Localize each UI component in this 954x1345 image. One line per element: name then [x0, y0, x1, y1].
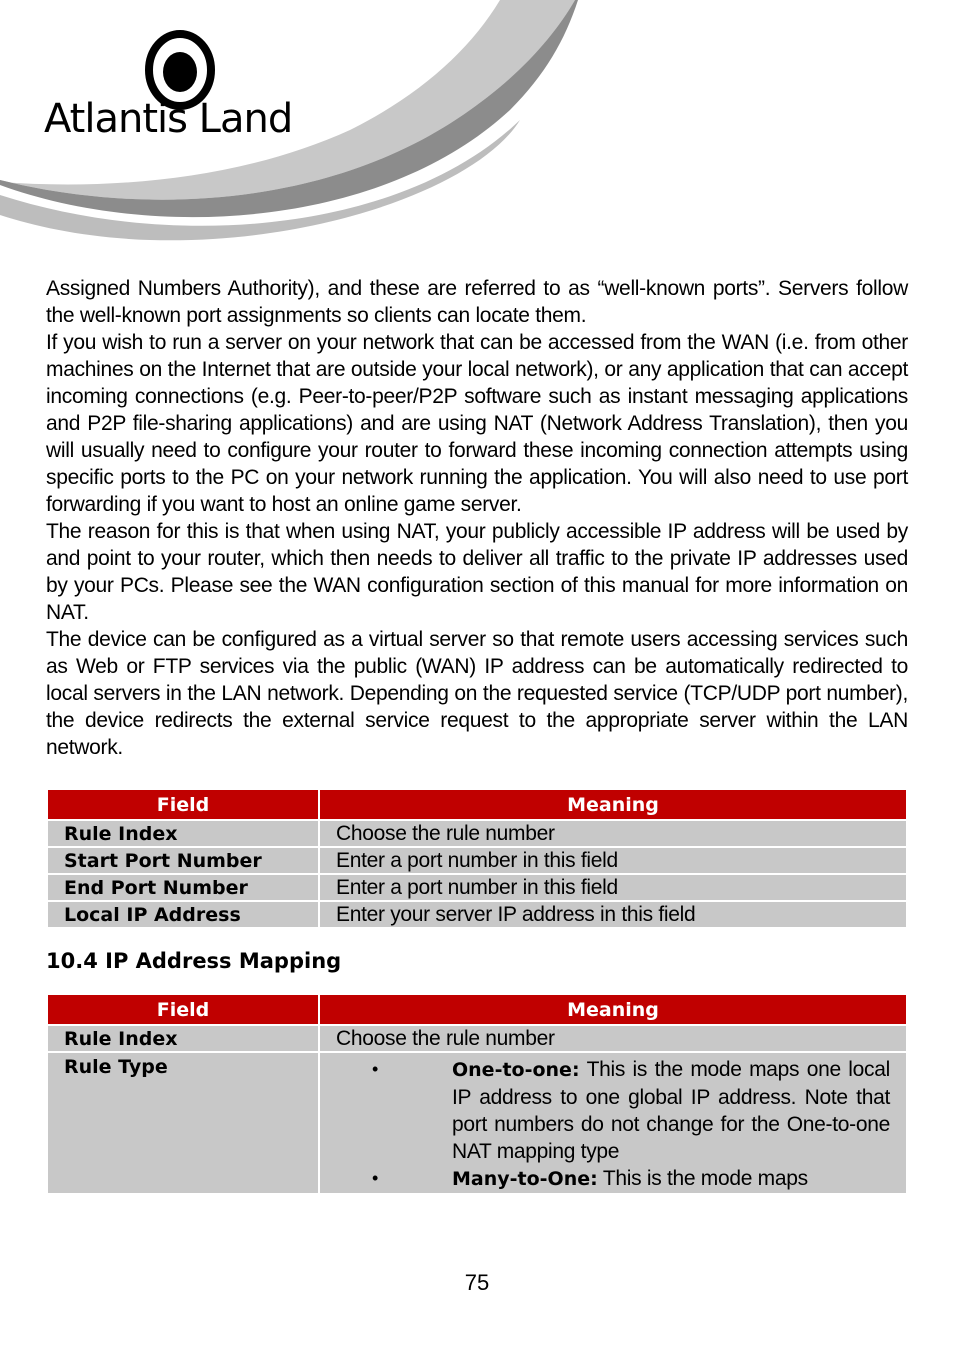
field-cell: Rule Type — [47, 1052, 319, 1194]
meaning-cell: Enter your server IP address in this field — [319, 901, 907, 928]
field-cell: Rule Index — [47, 1025, 319, 1052]
brand-logo-text: Atlantis Land — [44, 96, 293, 142]
table-row — [47, 1025, 907, 1052]
meaning-cell: Choose the rule number — [319, 1025, 907, 1052]
list-item — [372, 1056, 890, 1165]
list-item — [372, 1165, 890, 1193]
list-text: This is the mode maps one local IP address to one global IP address. Note that port numbers do not change for the One-to-one NAT mapping type — [452, 1058, 890, 1163]
paragraph: The reason for this is that when using NAT, your publicly accessible IP address will be used by and point to your router, which then needs to deliver all traffic to the private IP addresses used by your PCs. Please see the WAN configuration section of this manual for more information on NAT. — [46, 520, 908, 624]
header-field: Field — [47, 994, 319, 1025]
bullet-icon: • — [372, 1059, 379, 1079]
meaning-cell: Choose the rule number — [319, 820, 907, 847]
rule-type-list — [320, 1056, 906, 1193]
table-row — [47, 901, 907, 928]
page-number: 75 — [464, 1270, 490, 1295]
table-row — [47, 847, 907, 874]
paragraph: If you wish to run a server on your network that can be accessed from the WAN (i.e. from other machines on the Internet that are outside your local network), or any application that can accept incoming connections (e.g. Peer-to-peer/P2P software such as instant messaging applications and P2P file-sharing applications) and are using NAT (Network Address Translation), then you will usually need to configure your router to forward these incoming connection attempts using specific ports to the PC on your network running the application. You will also need to use port forwarding if you want to host an online game server. — [46, 331, 908, 516]
table-row — [47, 820, 907, 847]
bullet-icon: • — [372, 1168, 379, 1188]
list-term: Many-to-One: — [452, 1168, 598, 1190]
table-header-row — [47, 789, 907, 820]
paragraph: Assigned Numbers Authority), and these are referred to as “well-known ports”. Servers follow the well-known port assignments so clients can locate them. — [46, 277, 908, 327]
field-cell: Rule Index — [47, 820, 319, 847]
header-meaning: Meaning — [319, 789, 907, 820]
header-meaning: Meaning — [319, 994, 907, 1025]
virtual-server-table — [46, 788, 908, 929]
field-cell: End Port Number — [47, 874, 319, 901]
list-text: This is the mode maps — [597, 1167, 808, 1190]
meaning-cell: Enter a port number in this field — [319, 847, 907, 874]
page-content — [46, 275, 908, 1195]
section-title: 10.4 IP Address Mapping — [46, 949, 342, 973]
table-row — [47, 874, 907, 901]
table-header-row — [47, 994, 907, 1025]
header-field: Field — [47, 789, 319, 820]
field-cell: Local IP Address — [47, 901, 319, 928]
meaning-cell: Enter a port number in this field — [319, 874, 907, 901]
paragraph: The device can be configured as a virtual server so that remote users accessing services such as Web or FTP services via the public (WAN) IP address can be automatically redirected to local servers in the LAN network. Depending on the requested service (TCP/UDP port number), the device redirects the external service request to the appropriate server within the LAN network. — [46, 628, 908, 759]
field-cell: Start Port Number — [47, 847, 319, 874]
meaning-cell — [319, 1052, 907, 1194]
table-row — [47, 1052, 907, 1194]
list-term: One-to-one: — [452, 1059, 580, 1081]
ip-mapping-table — [46, 993, 908, 1195]
